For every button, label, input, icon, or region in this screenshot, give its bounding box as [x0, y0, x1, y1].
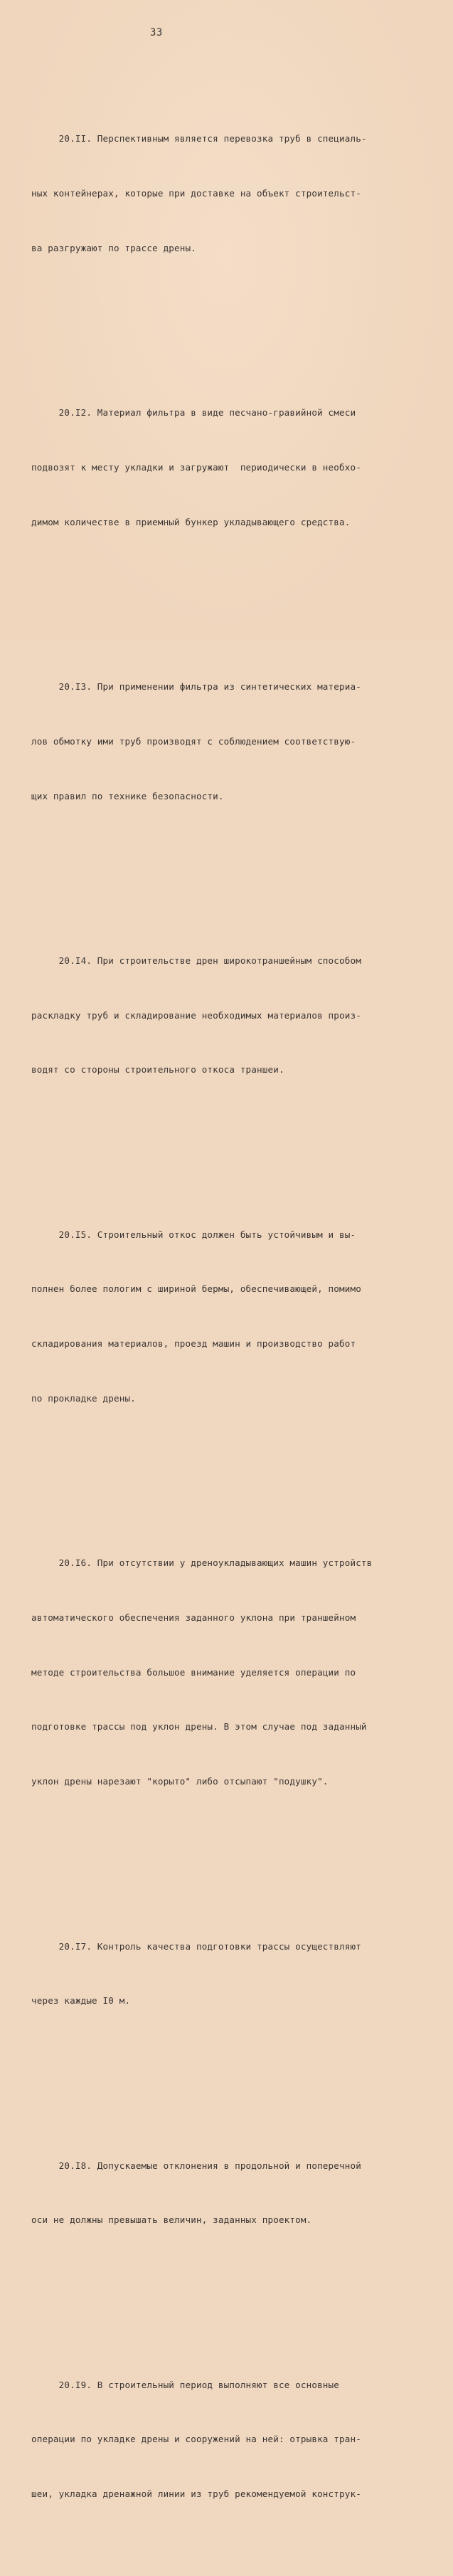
text-line: подготовке трассы под уклон дрены. В этом случае под заданный [31, 1721, 367, 1733]
text-line: складирования материалов, проезд машин и производство работ [31, 1338, 356, 1350]
text-line: через каждые I0 м. [31, 1995, 131, 2007]
text-line: 20.I9. В строительный период выполняют все основные [31, 2379, 339, 2390]
text-line: по прокладке дрены. [31, 1392, 136, 1404]
text-line: 20.I6. При отсутствии у дреноукладывающих машин устройств [31, 1557, 373, 1569]
text-line: раскладку труб и складирование необходимых материалов произ- [31, 1009, 361, 1021]
text-line: уклон дрены нарезают "корыто" либо отсыпают "подушку". [31, 1776, 329, 1787]
paragraph-20-11 [31, 93, 373, 294]
text-line: оси не должны превышать величин, заданных проектом. [31, 2214, 312, 2226]
text-line: автоматического обеспечения заданного уклона при траншейном [31, 1612, 356, 1623]
text-line: 20.I3. При применении фильтра из синтетических материа- [31, 680, 361, 692]
text-line: ных контейнерах, которые при доставке на объект строительст- [31, 188, 361, 199]
text-line: операции по укладке дрены и сооружений на ней: отрывка тран- [31, 2434, 361, 2445]
paragraph-20-17 [31, 1901, 373, 2046]
text-line: подвозят к месту укладки и загружают периодически в необхо- [31, 461, 361, 473]
paragraph-20-13 [31, 641, 373, 842]
text-line: лов обмотку ими труб производят с соблюдением соответствую- [31, 735, 356, 747]
text-line: 20.I2. Материал фильтра в виде песчано-гравийной смеси [31, 407, 356, 419]
paragraph-20-16 [31, 1518, 373, 1827]
text-line: 20.II. Перспективным является перевозка труб в специаль- [31, 133, 367, 144]
paragraph-20-19 [31, 2339, 373, 2540]
text-line: 20.I4. При строительстве дрен широкотраншейным способом [31, 955, 361, 966]
paragraph-20-18 [31, 2120, 373, 2266]
text-line: методе строительства большое внимание уделяется операции по [31, 1666, 356, 1678]
text-line: шеи, укладка дренажной линии из труб рекомендуемой конструк- [31, 2488, 361, 2500]
text-line: водят со стороны строительного откоса траншеи. [31, 1064, 284, 1076]
paragraph-20-14 [31, 915, 373, 1116]
text-line: димом количестве в приемный бункер укладывающего средства. [31, 516, 351, 527]
paragraph-20-12 [31, 367, 373, 568]
text-line: ва разгружают по трассе дрены. [31, 242, 196, 253]
text-line: 20.I5. Строительный откос должен быть устойчивым и вы- [31, 1229, 356, 1240]
text-line: полнен более пологим с шириной бермы, обеспечивающей, помимо [31, 1283, 361, 1295]
paragraph-20-15 [31, 1189, 373, 1444]
text-line: 20.I7. Контроль качества подготовки трассы осуществляют [31, 1940, 361, 1952]
body-text [31, 57, 373, 2576]
text-line: 20.I8. Допускаемые отклонения в продольной и поперечной [31, 2160, 361, 2171]
text-line: щих правил по технике безопасности. [31, 790, 224, 801]
page-number: 33 [150, 27, 163, 38]
